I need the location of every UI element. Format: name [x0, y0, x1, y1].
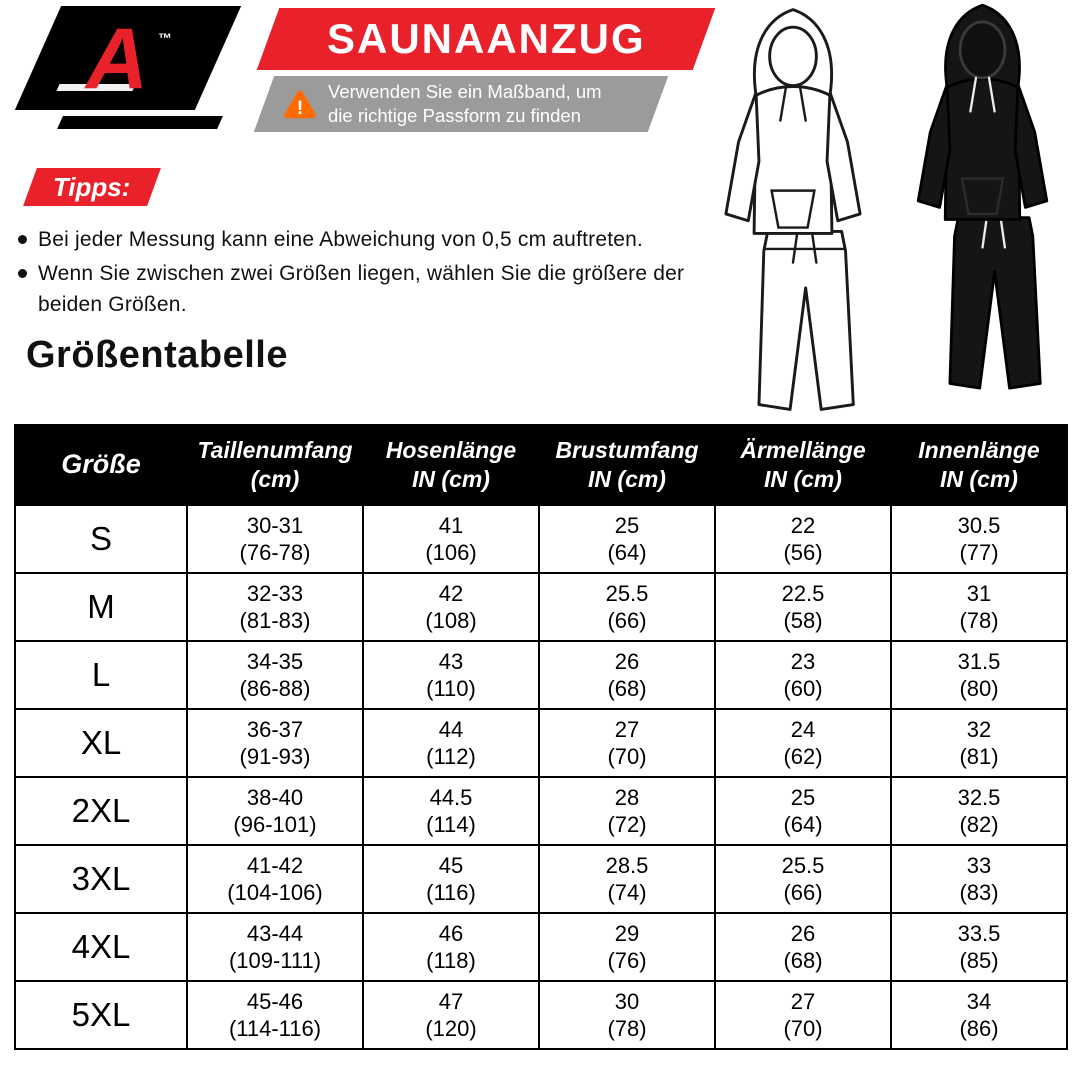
page-title: SAUNAANZUG [326, 15, 646, 62]
column-header-3: Brustumfang IN (cm) [539, 425, 715, 505]
size-cell: 4XL [15, 913, 187, 981]
measurement-cell: 46 (118) [363, 913, 539, 981]
tip-item: Wenn Sie zwischen zwei Größen liegen, wählen Sie die größere der beiden Größen. [16, 258, 696, 321]
column-header-2: Hosenlänge IN (cm) [363, 425, 539, 505]
measurement-cell: 33.5 (85) [891, 913, 1067, 981]
measurement-cell: 41-42 (104-106) [187, 845, 363, 913]
measurement-cell: 45-46 (114-116) [187, 981, 363, 1049]
warning-exclamation: ! [296, 96, 304, 119]
table-row-M [15, 573, 1067, 641]
measurement-cell: 25 (64) [715, 777, 891, 845]
pants-shape [950, 218, 1040, 389]
measurement-cell: 28 (72) [539, 777, 715, 845]
measurement-cell: 32.5 (82) [891, 777, 1067, 845]
notice-text [328, 80, 602, 128]
measurement-cell: 26 (68) [539, 641, 715, 709]
tips-banner [23, 168, 161, 206]
warning-icon [282, 88, 318, 120]
measurement-cell: 36-37 (91-93) [187, 709, 363, 777]
measurement-cell: 33 (83) [891, 845, 1067, 913]
trademark-symbol: ™ [158, 30, 172, 46]
white-tracksuit-illustration [686, 0, 900, 426]
measurement-cell: 25 (64) [539, 505, 715, 573]
brand-letter-logo: A [86, 11, 149, 107]
measurement-cell: 25.5 (66) [539, 573, 715, 641]
table-row-S [15, 505, 1067, 573]
logo-underline-shape [57, 116, 223, 129]
measurement-cell: 38-40 (96-101) [187, 777, 363, 845]
notice-banner [254, 76, 668, 132]
measurement-cell: 42 (108) [363, 573, 539, 641]
measurement-cell: 23 (60) [715, 641, 891, 709]
pants-shape [759, 231, 853, 409]
measurement-cell: 26 (68) [715, 913, 891, 981]
measurement-cell: 41 (106) [363, 505, 539, 573]
measurement-cell: 32 (81) [891, 709, 1067, 777]
measurement-cell: 44.5 (114) [363, 777, 539, 845]
measurement-cell: 30 (78) [539, 981, 715, 1049]
size-table-title: Größentabelle [26, 334, 288, 376]
title-banner [257, 8, 716, 70]
hoodie-torso [945, 77, 1020, 220]
measurement-cell: 25.5 (66) [715, 845, 891, 913]
measurement-cell: 24 (62) [715, 709, 891, 777]
measurement-cell: 27 (70) [539, 709, 715, 777]
black-tracksuit-illustration [880, 0, 1080, 404]
table-row-L [15, 641, 1067, 709]
measurement-cell: 43 (110) [363, 641, 539, 709]
measurement-cell: 47 (120) [363, 981, 539, 1049]
measurement-cell: 32-33 (81-83) [187, 573, 363, 641]
size-cell: M [15, 573, 187, 641]
tips-list [16, 224, 696, 323]
size-cell: S [15, 505, 187, 573]
measurement-cell: 31 (78) [891, 573, 1067, 641]
column-header-0: Größe [15, 425, 187, 505]
measurement-cell: 31.5 (80) [891, 641, 1067, 709]
tips-label: Tipps: [53, 171, 131, 202]
size-cell: 2XL [15, 777, 187, 845]
size-cell: L [15, 641, 187, 709]
column-header-1: Taillenumfang (cm) [187, 425, 363, 505]
hoodie-torso [754, 84, 832, 233]
measurement-cell: 27 (70) [715, 981, 891, 1049]
hood-opening [960, 22, 1005, 78]
measurement-cell: 30-31 (76-78) [187, 505, 363, 573]
size-cell: 5XL [15, 981, 187, 1049]
measurement-cell: 22.5 (58) [715, 573, 891, 641]
table-row-2XL [15, 777, 1067, 845]
column-header-5: Innenlänge IN (cm) [891, 425, 1067, 505]
table-row-5XL [15, 981, 1067, 1049]
tip-item: Bei jeder Messung kann eine Abweichung von 0,5 cm auftreten. [16, 224, 696, 256]
measurement-cell: 28.5 (74) [539, 845, 715, 913]
column-header-4: Ärmellänge IN (cm) [715, 425, 891, 505]
measurement-cell: 44 (112) [363, 709, 539, 777]
table-row-3XL [15, 845, 1067, 913]
measurement-cell: 34-35 (86-88) [187, 641, 363, 709]
table-row-XL [15, 709, 1067, 777]
notice-line-2: die richtige Passform zu finden [328, 105, 581, 126]
size-table [14, 424, 1068, 1050]
table-header [15, 425, 1067, 505]
table-row-4XL [15, 913, 1067, 981]
measurement-cell: 43-44 (109-111) [187, 913, 363, 981]
measurement-cell: 22 (56) [715, 505, 891, 573]
size-cell: XL [15, 709, 187, 777]
table-header-row [15, 425, 1067, 505]
measurement-cell: 29 (76) [539, 913, 715, 981]
measurement-cell: 34 (86) [891, 981, 1067, 1049]
size-cell: 3XL [15, 845, 187, 913]
hood-opening [770, 27, 817, 85]
measurement-cell: 45 (116) [363, 845, 539, 913]
notice-line-1: Verwenden Sie ein Maßband, um [328, 80, 602, 102]
table-body [15, 505, 1067, 1049]
measurement-cell: 30.5 (77) [891, 505, 1067, 573]
